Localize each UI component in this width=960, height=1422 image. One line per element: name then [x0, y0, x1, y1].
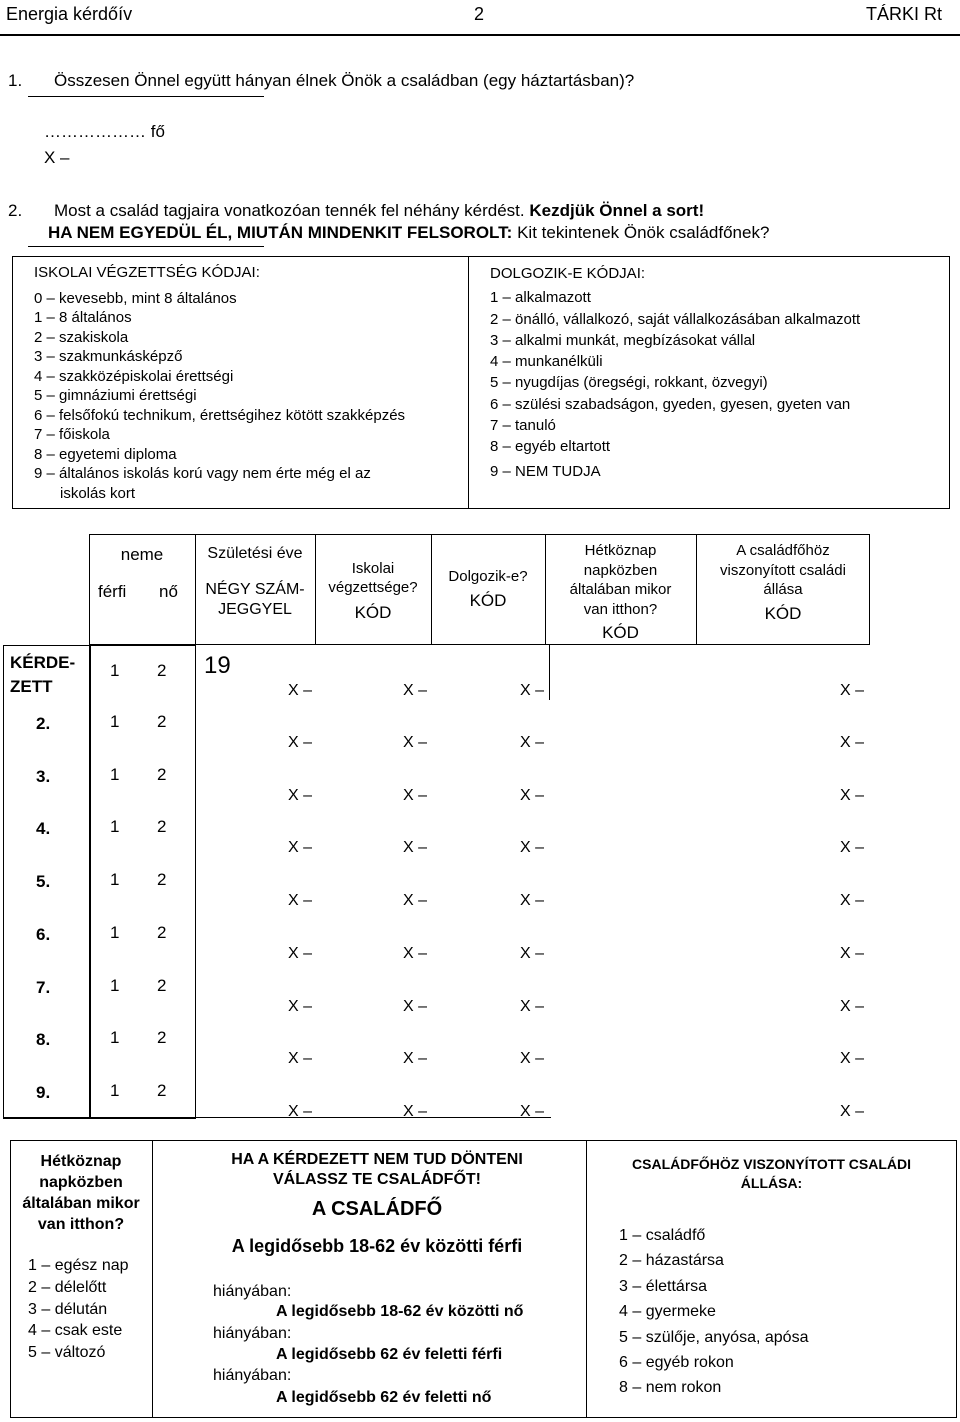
col-home-kod: KÓD — [602, 623, 639, 642]
sex-column — [89, 645, 196, 1119]
female-option[interactable]: 2 — [157, 661, 167, 680]
home-x[interactable]: X – — [520, 734, 545, 751]
head-l2: VÁLASSZ TE CSALÁDFŐT! — [273, 1171, 481, 1188]
col-male: férfi — [98, 582, 127, 601]
rel-code: 1 – családfő — [619, 1227, 706, 1244]
rel-code: 4 – gyermeke — [619, 1303, 716, 1321]
q1-number: 1. — [8, 71, 23, 90]
head-absence-3: hiányában: — [213, 1367, 292, 1384]
edu-x[interactable]: X – — [288, 1102, 313, 1120]
rel-code: 8 – nem rokon — [619, 1379, 722, 1397]
col-home-l2: napközben — [583, 561, 658, 579]
q1-answer-field[interactable]: ……………… fő — [44, 122, 165, 141]
head-rule-1: A legidősebb 18-62 év közötti férfi — [231, 1236, 523, 1256]
edu-codes-title: ISKOLAI VÉGZETTSÉG KÓDJAI: — [34, 264, 260, 281]
work-code: 1 – alkalmazott — [490, 289, 591, 307]
edu-x[interactable]: X – — [288, 682, 313, 699]
rel-x[interactable]: X – — [840, 997, 865, 1015]
q2-underline — [28, 246, 264, 247]
col-birth-sub1: NÉGY SZÁM- — [205, 581, 305, 598]
q1-x-option[interactable]: X – — [44, 148, 70, 167]
head-caption: A CSALÁDFŐ — [311, 1198, 443, 1220]
row-label: 4. — [36, 819, 51, 839]
head-absence-2: hiányában: — [213, 1325, 292, 1342]
rel-x[interactable]: X – — [840, 786, 865, 804]
home-code: 4 – csak este — [28, 1322, 123, 1340]
male-option[interactable]: 1 — [110, 661, 120, 680]
work-codes — [490, 263, 860, 482]
edu-x[interactable]: X – — [288, 997, 313, 1015]
male-option[interactable]: 1 — [110, 975, 120, 995]
q1-text: Összesen Önnel együtt hányan élnek Önök a családban (egy háztartásban)? — [54, 71, 635, 90]
row-label-respondent — [10, 651, 75, 699]
male-option[interactable]: 1 — [110, 1028, 120, 1048]
table-bottom-rule — [3, 1117, 551, 1118]
edu-x[interactable]: X – — [288, 944, 313, 962]
work-code: 5 – nyugdíjas (öregségi, rokkant, özvegyi) — [490, 374, 768, 392]
female-option[interactable]: 2 — [157, 975, 167, 995]
col-edu — [315, 559, 431, 622]
col-rel — [696, 541, 870, 623]
edu-codes — [34, 263, 405, 503]
rel-x[interactable]: X – — [840, 944, 865, 962]
home-x[interactable]: X – — [520, 892, 545, 910]
female-option[interactable]: 2 — [157, 1080, 167, 1100]
edu-x[interactable]: X – — [288, 1050, 313, 1068]
q2-text — [54, 201, 704, 221]
female-option[interactable]: 2 — [157, 764, 167, 784]
col-edu-l1: Iskolai — [351, 560, 395, 577]
home-title-l2: napközben — [39, 1174, 123, 1191]
rel-code: 2 – házastársa — [619, 1252, 724, 1270]
rel-x[interactable]: X – — [840, 1102, 865, 1120]
q2-text-bold: Kezdjük Önnel a sort! — [529, 201, 705, 220]
col-rel-kod: KÓD — [764, 603, 802, 623]
rel-codes-title — [586, 1155, 957, 1193]
work-code: 2 – önálló, vállalkozó, saját vállalkozásában alkalmazott — [490, 310, 861, 328]
edu-code: 3 – szakmunkásképző — [34, 348, 183, 365]
rel-title-l2: ÁLLÁSA: — [740, 1175, 803, 1191]
work-x[interactable]: X – — [403, 839, 428, 857]
birth-year-field[interactable]: 19 — [204, 652, 231, 679]
work-code: 9 – NEM TUDJA — [490, 462, 601, 480]
rel-x[interactable]: X – — [840, 1050, 865, 1068]
col-edu-l2: végzettsége? — [328, 579, 418, 596]
codes-divider — [468, 256, 469, 509]
female-option[interactable]: 2 — [157, 922, 167, 942]
row-label-l2: ZETT — [10, 677, 53, 696]
edu-code: 6 – felsőfokú technikum, érettségihez kötött szakképzés — [34, 406, 406, 424]
home-codes — [28, 1255, 129, 1364]
page-number: 2 — [474, 4, 485, 24]
row-label: 9. — [36, 1082, 51, 1102]
edu-code: 4 – szakközépiskolai érettségi — [34, 367, 234, 385]
col-birth-sub2: JEGGYEL — [218, 601, 292, 618]
home-title-l3: általában mikor — [22, 1195, 140, 1212]
head-l1: HA A KÉRDEZETT NEM TUD DÖNTENI — [231, 1151, 523, 1168]
work-code: 3 – alkalmi munkát, megbízásokat vállal — [490, 331, 756, 349]
work-code: 7 – tanuló — [490, 417, 556, 435]
edu-x[interactable]: X – — [288, 892, 313, 910]
rel-x[interactable]: X – — [840, 734, 865, 751]
row-label: 3. — [36, 766, 51, 786]
work-codes-title: DOLGOZIK-E KÓDJAI: — [490, 265, 646, 282]
col-rel-l3: állása — [763, 581, 803, 598]
row-label: 6. — [36, 924, 51, 944]
home-x[interactable]: X – — [520, 786, 545, 804]
edu-code-cont: iskolás kort — [60, 484, 136, 502]
col-work-label: Dolgozik-e? — [448, 568, 528, 585]
work-code: 4 – munkanélküli — [490, 353, 603, 371]
work-x[interactable]: X – — [403, 944, 428, 962]
male-option[interactable]: 1 — [110, 1080, 120, 1100]
female-option[interactable]: 2 — [157, 817, 167, 837]
col-edu-kod: KÓD — [354, 603, 392, 622]
q2-number: 2. — [8, 201, 23, 220]
work-code: 8 – egyéb eltartott — [490, 438, 611, 456]
edu-x[interactable]: X – — [288, 786, 313, 804]
work-x[interactable]: X – — [403, 682, 428, 699]
rel-code: 3 – élettársa — [619, 1277, 708, 1295]
female-option[interactable]: 2 — [157, 870, 167, 890]
edu-code: 5 – gimnáziumi érettségi — [34, 387, 197, 404]
edu-code: 2 – szakiskola — [34, 328, 129, 346]
home-code: 3 – délután — [28, 1300, 108, 1318]
home-code: 5 – változó — [28, 1344, 106, 1362]
col-home-l3: általában mikor — [569, 581, 672, 598]
female-option[interactable]: 2 — [157, 712, 167, 731]
header-org: TÁRKI Rt — [865, 4, 942, 24]
col-home-l4: van itthon? — [583, 600, 658, 618]
head-absence-1: hiányában: — [213, 1283, 292, 1300]
home-x[interactable]: X – — [520, 1050, 545, 1068]
edu-x[interactable]: X – — [288, 839, 313, 857]
col-work — [431, 568, 545, 611]
home-x[interactable]: X – — [520, 944, 545, 962]
work-x[interactable]: X – — [403, 734, 428, 751]
male-option[interactable]: 1 — [110, 870, 120, 890]
work-x[interactable]: X – — [403, 997, 428, 1015]
row-label: 8. — [36, 1030, 51, 1050]
rel-codes — [619, 1223, 808, 1401]
col-birth: Születési éve — [207, 545, 303, 562]
q2-line2-bold: HA NEM EGYEDÜL ÉL, MIUTÁN MINDENKIT FELSOROLT: — [48, 223, 513, 242]
work-x[interactable]: X – — [403, 786, 428, 804]
male-option[interactable]: 1 — [110, 922, 120, 942]
head-rule-2: A legidősebb 18-62 év közötti nő — [276, 1303, 524, 1320]
col-work-kod: KÓD — [469, 591, 507, 610]
rel-code: 5 – szülője, anyósa, apósa — [619, 1328, 809, 1346]
rel-x[interactable]: X – — [840, 892, 865, 910]
work-x[interactable]: X – — [403, 892, 428, 910]
table-divider — [549, 645, 550, 700]
q2-line2 — [48, 223, 769, 243]
home-title-l1: Hétköznap — [40, 1153, 122, 1170]
rel-x[interactable]: X – — [840, 839, 865, 857]
home-code: 1 – egész nap — [28, 1257, 129, 1274]
col-rel-l1: A családfőhöz — [736, 542, 830, 559]
edu-code: 0 – kevesebb, mint 8 általános — [34, 289, 237, 307]
male-option[interactable]: 1 — [110, 712, 120, 731]
home-x[interactable]: X – — [520, 1102, 545, 1120]
header-rule — [0, 34, 960, 36]
male-option[interactable]: 1 — [110, 764, 120, 784]
col-home-l1: Hétköznap — [584, 542, 657, 559]
male-option[interactable]: 1 — [110, 817, 120, 837]
female-option[interactable]: 2 — [157, 1028, 167, 1048]
row-label: 5. — [36, 872, 51, 892]
row-label-l1: KÉRDE- — [10, 653, 76, 672]
header-title: Energia kérdőív — [6, 4, 133, 24]
home-x[interactable]: X – — [520, 997, 545, 1015]
home-title-l4: van itthon? — [37, 1216, 125, 1233]
q2-text-normal: Most a család tagjaira vonatkozóan tennék fel néhány kérdést. — [54, 201, 525, 220]
col-birth-sub — [195, 580, 315, 620]
head-rule-4: A legidősebb 62 év feletti nő — [276, 1389, 492, 1406]
home-x[interactable]: X – — [520, 839, 545, 857]
bottom-divider — [152, 1140, 153, 1418]
edu-code: 8 – egyetemi diploma — [34, 445, 177, 463]
home-code: 2 – délelőtt — [28, 1278, 107, 1296]
rel-code: 6 – egyéb rokon — [619, 1354, 734, 1372]
q2-line2-normal: Kit tekintenek Önök családfőnek? — [517, 223, 770, 242]
col-female: nő — [159, 582, 178, 601]
col-rel-l2: viszonyított családi — [720, 561, 846, 579]
work-x[interactable]: X – — [403, 1102, 428, 1120]
col-sex: neme — [120, 545, 164, 564]
work-x[interactable]: X – — [403, 1050, 428, 1068]
edu-code: 9 – általános iskolás korú vagy nem érte még el az — [34, 465, 371, 482]
head-rule-3: A legidősebb 62 év feletti férfi — [276, 1346, 503, 1363]
row-label: 7. — [36, 977, 51, 997]
edu-code: 7 – főiskola — [34, 426, 110, 443]
edu-x[interactable]: X – — [288, 734, 313, 751]
home-codes-title — [10, 1151, 152, 1235]
rel-title-l1: CSALÁDFŐHÖZ VISZONYÍTOTT CSALÁDI — [632, 1156, 911, 1172]
col-home — [545, 541, 696, 643]
work-code: 6 – szülési szabadságon, gyeden, gyesen, gyeten van — [490, 395, 851, 413]
rel-x[interactable]: X – — [840, 682, 865, 699]
row-label: 2. — [36, 714, 51, 733]
head-rule-title — [170, 1150, 584, 1190]
home-x[interactable]: X – — [520, 682, 545, 699]
q1-underline — [28, 96, 264, 97]
edu-code: 1 – 8 általános — [34, 309, 132, 326]
